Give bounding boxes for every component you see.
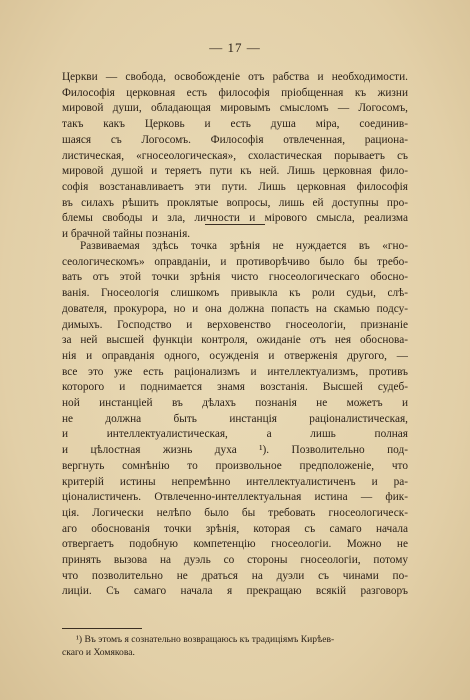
footnote-rule	[62, 628, 142, 629]
text-line: софія возстанавливаетъ эти пути. Лишь церковная философія	[62, 180, 408, 193]
text-line: ной инстанціей въ дѣлахъ познанія не можетъ и	[62, 397, 408, 410]
text-line: мировой души, обладающая мировымъ смысломъ — Логосомъ,	[62, 102, 408, 115]
text-line: вать отъ этой точки зрѣнія чисто гносеологическаго обосно-	[62, 271, 408, 284]
text-line: Развиваемая здѣсь точка зрѣнія не нуждается въ «гно-	[80, 240, 408, 252]
text-line: критерій истины непремѣнно интеллектуалистиченъ и ра-	[62, 475, 408, 488]
footnote	[62, 633, 408, 659]
footnote-line: ¹) Въ этомъ я сознательно возвращаюсь къ традиціямъ Кирѣев-	[76, 634, 335, 645]
section-separator	[205, 224, 265, 225]
text-line: листическая, «гносеологическая», схоластическая порываетъ съ	[62, 149, 408, 162]
paragraph-1	[62, 70, 408, 243]
text-line: ціоналистиченъ. Отвлеченно-интеллектуальная истина — фик-	[62, 491, 408, 504]
text-line: что позволительно не драться на дуэли съ чинами по-	[62, 569, 408, 582]
footnote-line: скаго и Хомякова.	[62, 647, 135, 658]
page-number: — 17 —	[209, 40, 261, 55]
text-line: шаяся съ Логосомъ. Философія отвлеченная, рационa-	[62, 133, 408, 146]
text-line: нія и оправданія одного, осужденія и отверженія другого, —	[62, 349, 408, 362]
text-line: дователя, прокурора, но и она должна попасть на скамью подсу-	[62, 302, 408, 315]
text-line: принять вызова на дуэль со стороны гносеологіи, потому	[62, 554, 408, 567]
text-line: лиціи. Съ самаго начала я прекращаю всякій разговоръ	[62, 585, 408, 598]
text-line: и цѣлостная жизнь духа ¹). Позволительно под-	[62, 444, 408, 457]
text-line: въ силахъ рѣшить проклятые вопросы, лишь ей доступны про-	[62, 196, 408, 209]
text-line: аго обоснованія точки зрѣнія, которая съ самаго начала	[62, 522, 408, 535]
text-line: сеологическомъ» оправданіи, и противорѣчиво было бы требо-	[62, 255, 408, 268]
text-line: Философія церковная есть философія пріобщенная къ жизни	[62, 86, 408, 99]
paragraph-2	[62, 239, 408, 600]
text-line: ванія. Гносеологія слишкомъ привыкла къ роли судьи, слѣ-	[62, 287, 408, 300]
text-line: и интеллектуалистическая, а лишь полная	[62, 428, 408, 441]
text-line: блемы свободы и зла, личности и мірового смысла, реализма	[62, 212, 408, 225]
text-line: димыхъ. Господство и верховенство гносеологіи, признаніе	[62, 318, 408, 331]
text-line: Церкви — свобода, освобожденіе отъ рабства и необходимости.	[62, 71, 408, 83]
text-line: за ней высшей функціи контроля, ожиданіе отъ нея обоснова-	[62, 334, 408, 347]
text-line: все это уже есть раціонализмъ и интеллектуализмъ, противъ	[62, 365, 408, 378]
text-line: и брачной тайны познанія.	[62, 228, 191, 241]
text-line: которого и поднимается знамя возстанія. Высшей судеб-	[62, 381, 408, 394]
text-line: такъ какъ Церковь и есть душа міра, соединив-	[62, 118, 408, 131]
text-line: мировой душой и теряетъ пути къ ней. Лишь церковная фило-	[62, 165, 408, 178]
text-line: отвергаетъ подобную компетенцію гносеологіи. Можно не	[62, 538, 408, 551]
text-line: вергнуть сомнѣнію то произвольное предположеніе, что	[62, 459, 408, 472]
text-line: не должна быть инстанція раціоналистическая,	[62, 412, 408, 425]
text-line: ція. Логически нелѣпо было бы требовать гносеологическ-	[62, 506, 408, 519]
